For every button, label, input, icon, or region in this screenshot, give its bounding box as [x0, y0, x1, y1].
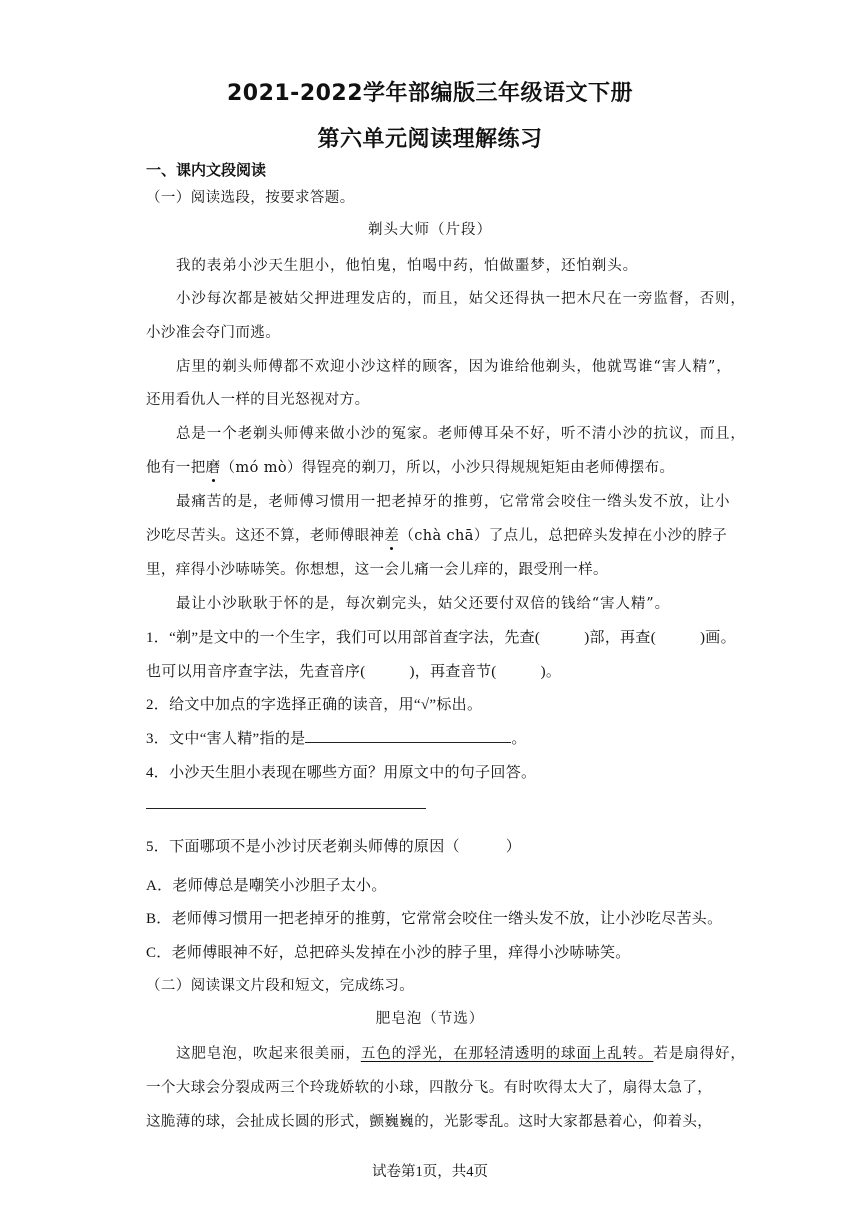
question-4: 4．小沙天生胆小表现在哪些方面？用原文中的句子回答。 [146, 765, 537, 781]
passage1-paragraph: 最痛苦的是，老师傅习惯用一把老掉牙的推剪，它常常会咬住一绺头发不放，让小 [176, 494, 731, 510]
dotted-character: 差 [384, 524, 399, 545]
question-text: 3．文中“害人精”指的是 [146, 731, 306, 747]
question-text: )部，再查( [584, 630, 657, 646]
text-segment: 这肥皂泡，吹起来很美丽， [176, 1046, 361, 1062]
passage1-paragraph: 最让小沙耿耿于怀的是，每次剃完头，姑父还要付双倍的钱给“害人精”。 [176, 596, 671, 612]
question-text: 也可以用音序查字法，先查音序( [146, 664, 366, 680]
question-text: 。 [511, 731, 527, 747]
passage2-paragraph-cont: 一个大球会分裂成两三个玲珑娇软的小球，四散分飞。有时吹得太大了，扇得太急了， [146, 1080, 713, 1096]
text-segment: （mó mò）得锃亮的剃刀，所以，小沙只得规规矩矩由老师傅摆布。 [220, 460, 675, 476]
passage1-paragraph-cont: 里，痒得小沙哧哧笑。你想想，这一会儿痛一会儿痒的，跟受刑一样。 [146, 562, 608, 578]
question-text: )画。 [700, 630, 736, 646]
dotted-character: 磨 [206, 456, 221, 477]
passage2-title: 肥皂泡（节选） [375, 1011, 485, 1027]
passage1-paragraph: 我的表弟小沙天生胆小，他怕鬼，怕喝中药，怕做噩梦，还怕剃头。 [176, 258, 638, 274]
option-a: A．老师傅总是嘲笑小沙胆子太小。 [146, 878, 387, 894]
part2-instruction: （二）阅读课文片段和短文，完成练习。 [146, 978, 415, 994]
question-2: 2．给文中加点的字选择正确的读音，用“√”标出。 [146, 697, 483, 713]
answer-line[interactable] [146, 808, 426, 809]
passage1-title: 剃头大师（片段） [368, 222, 492, 238]
text-segment: 若是扇得好， [653, 1046, 746, 1062]
question-text: )。 [540, 664, 562, 680]
passage1-paragraph: 总是一个老剃头师傅来做小沙的冤家。老师傅耳朵不好，听不清小沙的抗议，而且， [176, 426, 746, 442]
section-heading: 一、课内文段阅读 [146, 161, 267, 179]
part1-instruction: （一）阅读选段，按要求答题。 [146, 190, 355, 206]
text-segment: 他有一把 [146, 460, 206, 476]
question-3 [146, 727, 527, 748]
question-5: 5．下面哪项不是小沙讨厌老剃头师傅的原因（ ） [146, 839, 522, 855]
question-text: )，再查音节( [409, 664, 497, 680]
exam-subtitle: 第六单元阅读理解练习 [317, 127, 543, 152]
passage1-paragraph-cont [146, 524, 727, 545]
option-c: C．老师傅眼神不好，总把碎头发掉在小沙的脖子里，痒得小沙哧哧笑。 [146, 945, 631, 961]
page-footer: 试卷第1页，共4页 [372, 1164, 488, 1180]
underlined-sentence: 五色的浮光，在那轻清透明的球面上乱转。 [360, 1046, 654, 1062]
passage1-paragraph-cont [146, 456, 674, 477]
passage1-paragraph-cont: 小沙准会夺门而逃。 [146, 325, 281, 341]
passage2-paragraph [176, 1042, 746, 1063]
text-segment: （chà chā）了点儿，总把碎头发掉在小沙的脖子 [399, 528, 728, 544]
passage1-paragraph: 小沙每次都是被姑父押进理发店的，而且，姑父还得执一把木尺在一旁监督，否则， [176, 291, 746, 307]
question-text: 1．“剃”是文中的一个生字，我们可以用部首查字法，先查( [146, 630, 541, 646]
text-segment: 沙吃尽苦头。这还不算，老师傅眼神 [146, 528, 385, 544]
passage1-paragraph: 店里的剃头师傅都不欢迎小沙这样的顾客，因为谁给他剃头，他就骂谁“害人精”， [176, 359, 732, 375]
passage2-paragraph-cont: 这脆薄的球，会扯成长圆的形式，颤巍巍的，光影零乱。这时大家都悬着心，仰着头， [146, 1114, 713, 1130]
option-b: B．老师傅习惯用一把老掉牙的推剪，它常常会咬住一绺头发不放，让小沙吃尽苦头。 [146, 911, 723, 927]
question-1-cont [146, 660, 561, 681]
question-1 [146, 626, 736, 647]
exam-title: 2021-2022学年部编版三年级语文下册 [226, 81, 634, 106]
passage1-paragraph-cont: 还用看仇人一样的目光怒视对方。 [146, 392, 370, 408]
answer-line[interactable] [305, 727, 511, 743]
